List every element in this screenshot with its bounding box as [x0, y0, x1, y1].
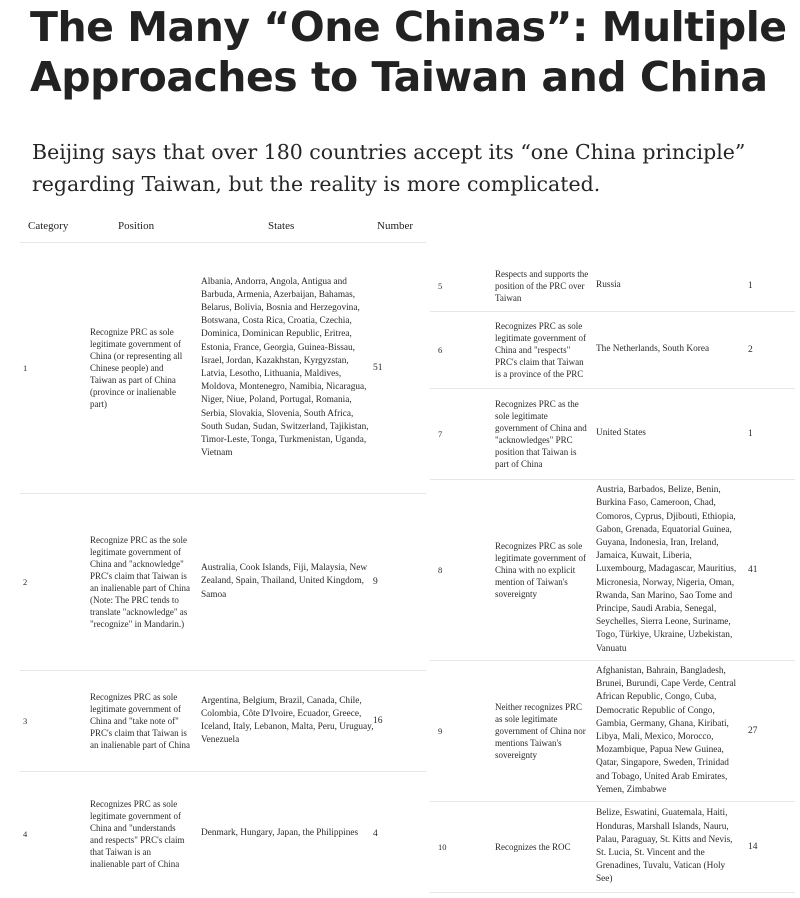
row-category: 1 [23, 363, 28, 373]
table-row [430, 312, 795, 389]
row-states: Afghanistan, Bahrain, Bangladesh, Brunei, Burundi, Cape Verde, Central African Republic, Congo, Cuba, Democratic Republic of Congo, Gambia, Germany, Ghana, Kiribati, Libya, Mali, Mexico, Morocco, Mozambique, Papua New Guinea, Qatar, Singapore, Sweden, Trinidad and Tobago, United Arab Emirates, Yemen, Zimbabwe [596, 665, 737, 795]
row-number: 14 [748, 842, 758, 852]
row-number: 27 [748, 726, 758, 736]
row-number: 9 [373, 577, 378, 587]
header-position: Position [118, 220, 155, 232]
row-states: United States [596, 428, 646, 439]
header-category: Category [28, 220, 69, 232]
row-states: Albania, Andorra, Angola, Antigua and Barbuda, Armenia, Azerbaijan, Bahamas, Belarus, Bolivia, Bosnia and Herzegovina, Botswana, Costa Rica, Croatia, Czechia, Dominica, Dominican Republic, Eritrea, Estonia, France, Georgia, Guinea-Bissau, Israel, Jordan, Kazakhstan, Kyrgyzstan, Latvia, Lesotho, Lithuania, Maldives, Moldova, Montenegro, Namibia, Nicaragua, Niger, Niue, Poland, Portugal, Romania, Serbia, Slovakia, Slovenia, South Africa, South Sudan, Sudan, Switzerland, Tajikistan, Timor-Leste, Tonga, Turkmenistan, Uganda, Vietnam [201, 276, 369, 459]
table-row [20, 772, 426, 896]
row-number: 1 [748, 281, 753, 291]
row-states: Argentina, Belgium, Brazil, Canada, Chile, Colombia, Côte D'Ivoire, Ecuador, Greece, Iceland, Italy, Lebanon, Malta, Peru, Uruguay, Venezuela [201, 695, 374, 746]
row-position: Recognizes the ROC [495, 842, 571, 852]
table-row [430, 480, 795, 661]
row-number: 41 [748, 565, 758, 575]
row-states: Russia [596, 280, 621, 291]
table-row [20, 243, 426, 494]
row-position: Recognize PRC as the sole legitimate government of China and "acknowledge" PRC's claim that Taiwan is an inalienable part of China (Note: The PRC tends to translate "acknowledge" as "recognize" in Mandarin.) [90, 535, 190, 629]
table-row [430, 389, 795, 480]
table-right [430, 255, 800, 898]
table-row [430, 261, 795, 312]
row-number: 4 [373, 829, 378, 839]
table-row [430, 661, 795, 802]
row-position: Recognizes PRC as sole legitimate government of China and "understands and respects" PRC's claim that Taiwan is an inalienable part of China [90, 799, 185, 869]
row-states: Austria, Barbados, Belize, Benin, Burkina Faso, Cameroon, Chad, Comoros, Cyprus, Djibouti, Ethiopia, Gabon, Grenada, Equatorial Guinea, Guyana, Indonesia, Iran, Ireland, Jamaica, Kuwait, Liberia, Luxembourg, Madagascar, Mauritius, Micronesia, Norway, Nigeria, Oman, Rwanda, San Marino, Sao Tome and Principe, Saudi Arabia, Senegal, Seychelles, Sierra Leone, Suriname, Togo, Türkiye, Ukraine, Uzbekistan, Vanuatu [596, 485, 737, 654]
table-left [20, 214, 430, 898]
row-position: Recognizes PRC as the sole legitimate government of China and "acknowledges" PRC position that Taiwan is part of China [495, 399, 587, 469]
row-number: 51 [373, 363, 383, 373]
row-number: 1 [748, 429, 753, 439]
row-states: The Netherlands, South Korea [596, 344, 710, 355]
row-position: Recognizes PRC as sole legitimate government of China with no explicit mention of Taiwan's sovereignty [495, 541, 586, 599]
article-title: The Many “One Chinas”: Multiple Approaches to Taiwan and China [30, 3, 787, 101]
row-number: 2 [748, 345, 753, 355]
row-category: 9 [438, 726, 443, 736]
article-subtitle: Beijing says that over 180 countries accept its “one China principle” regarding Taiwan, but the reality is more complicated. [32, 140, 746, 196]
row-position: Recognizes PRC as sole legitimate government of China and "take note of" PRC's claim that Taiwan is an inalienable part of China [90, 692, 190, 750]
row-number: 16 [373, 716, 383, 726]
row-states: Denmark, Hungary, Japan, the Philippines [201, 828, 359, 839]
row-position: Recognize PRC as sole legitimate government of China (or representing all Chinese people) and Taiwan as part of China (province or inalienable part) [90, 327, 183, 409]
table-row [20, 671, 426, 772]
table-row [20, 494, 426, 671]
header-states: States [268, 220, 295, 232]
row-category: 3 [23, 716, 28, 726]
row-category: 2 [23, 577, 28, 587]
row-category: 4 [23, 829, 28, 839]
row-category: 10 [438, 842, 447, 852]
row-position: Neither recognizes PRC as sole legitimate government of China nor mentions Taiwan's sovereignty [495, 702, 586, 760]
row-category: 8 [438, 565, 443, 575]
row-states: Australia, Cook Islands, Fiji, Malaysia, New Zealand, Spain, Thailand, United Kingdom, Samoa [201, 563, 368, 600]
row-position: Respects and supports the position of the PRC over Taiwan [495, 269, 589, 303]
row-category: 5 [438, 281, 443, 291]
row-category: 6 [438, 345, 443, 355]
header-number: Number [377, 220, 414, 232]
row-category: 7 [438, 429, 443, 439]
table-row [430, 802, 795, 893]
row-position: Recognizes PRC as sole legitimate government of China and "respects" PRC's claim that Taiwan is a province of the PRC [495, 321, 586, 379]
row-states: Belize, Eswatini, Guatemala, Haiti, Honduras, Marshall Islands, Nauru, Palau, Paraguay, St. Kitts and Nevis, St. Lucia, St. Vincent and the Grenadines, Tuvalu, Vatican (Holy See) [596, 808, 733, 885]
